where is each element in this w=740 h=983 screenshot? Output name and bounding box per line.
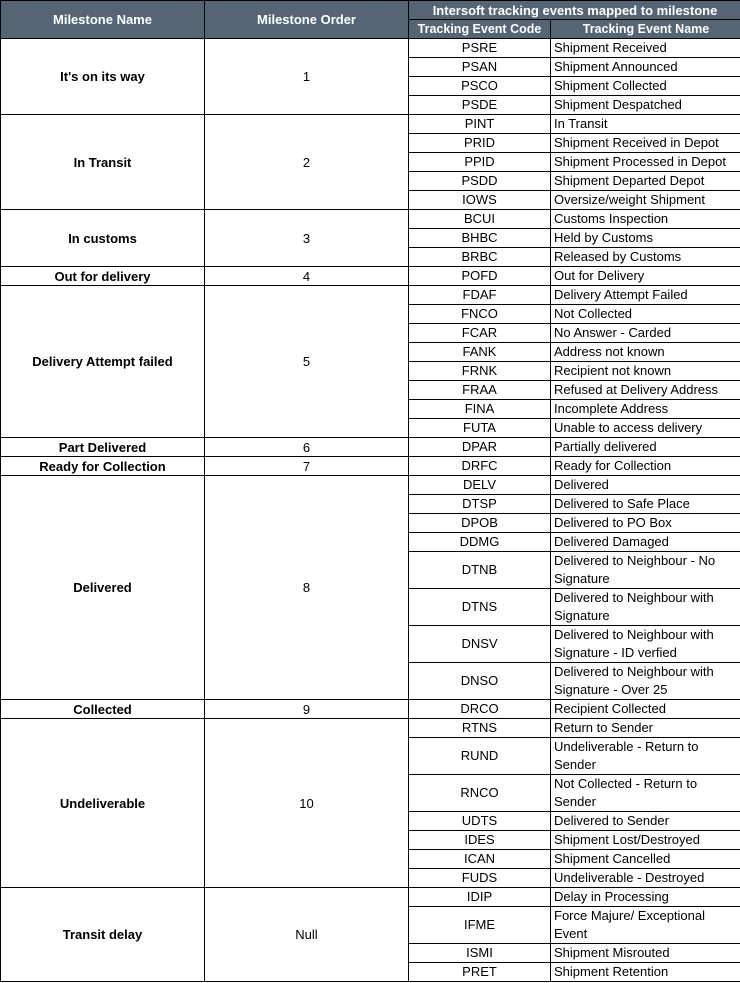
table-row (1, 39, 740, 58)
event-code-cell: IDES (409, 831, 551, 850)
event-code-cell: DRFC (409, 457, 551, 476)
event-code-cell: FNCO (409, 305, 551, 324)
milestone-order-cell: 8 (205, 476, 409, 700)
event-code-cell: FCAR (409, 324, 551, 343)
table-row (1, 438, 740, 457)
event-code-cell: PSRE (409, 39, 551, 58)
milestone-name-cell: Out for delivery (1, 267, 205, 286)
milestone-order-cell: Null (205, 888, 409, 982)
event-name-cell: Unable to access delivery (551, 419, 740, 438)
milestone-name-cell: Part Delivered (1, 438, 205, 457)
event-name-cell: Delivery Attempt Failed (551, 286, 740, 305)
event-name-cell: Delivered to Sender (551, 812, 740, 831)
event-code-cell: ICAN (409, 850, 551, 869)
event-name-cell: Delivered to Neighbour with Signature - ID verfied (551, 626, 740, 663)
milestone-name-cell: Transit delay (1, 888, 205, 982)
event-code-cell: DPAR (409, 438, 551, 457)
event-name-cell: Shipment Misrouted (551, 944, 740, 963)
event-code-cell: BRBC (409, 248, 551, 267)
event-code-cell: IOWS (409, 191, 551, 210)
milestone-order-cell: 5 (205, 286, 409, 438)
table-row (1, 476, 740, 495)
event-name-cell: Shipment Despatched (551, 96, 740, 115)
event-code-cell: POFD (409, 267, 551, 286)
event-name-cell: Shipment Received in Depot (551, 134, 740, 153)
milestone-order-cell: 9 (205, 700, 409, 719)
event-name-cell: Undeliverable - Destroyed (551, 869, 740, 888)
milestone-name-cell: Undeliverable (1, 719, 205, 888)
event-code-cell: FINA (409, 400, 551, 419)
event-name-cell: Oversize/weight Shipment (551, 191, 740, 210)
event-code-cell: RNCO (409, 775, 551, 812)
event-code-cell: RTNS (409, 719, 551, 738)
milestone-name-cell: In customs (1, 210, 205, 267)
event-name-cell: Released by Customs (551, 248, 740, 267)
milestone-order-cell: 1 (205, 39, 409, 115)
event-code-cell: PSDE (409, 96, 551, 115)
event-code-cell: PSAN (409, 58, 551, 77)
event-code-cell: PRET (409, 963, 551, 982)
event-code-cell: FANK (409, 343, 551, 362)
event-name-cell: Incomplete Address (551, 400, 740, 419)
event-name-cell: Refused at Delivery Address (551, 381, 740, 400)
event-name-cell: Shipment Processed in Depot (551, 153, 740, 172)
event-code-cell: FUTA (409, 419, 551, 438)
event-code-cell: PSCO (409, 77, 551, 96)
event-name-cell: Partially delivered (551, 438, 740, 457)
event-name-cell: Shipment Cancelled (551, 850, 740, 869)
event-name-cell: Shipment Collected (551, 77, 740, 96)
event-code-cell: PSDD (409, 172, 551, 191)
event-code-cell: FRNK (409, 362, 551, 381)
event-code-cell: ISMI (409, 944, 551, 963)
event-name-cell: Out for Delivery (551, 267, 740, 286)
event-name-cell: No Answer - Carded (551, 324, 740, 343)
event-code-cell: DRCO (409, 700, 551, 719)
event-code-cell: IDIP (409, 888, 551, 907)
event-code-cell: DELV (409, 476, 551, 495)
event-code-cell: BCUI (409, 210, 551, 229)
table-row (1, 888, 740, 907)
milestone-order-cell: 4 (205, 267, 409, 286)
milestone-order-cell: 7 (205, 457, 409, 476)
event-name-cell: Ready for Collection (551, 457, 740, 476)
header-milestone-name: Milestone Name (1, 1, 205, 39)
table-row (1, 719, 740, 738)
event-name-cell: Return to Sender (551, 719, 740, 738)
event-name-cell: Held by Customs (551, 229, 740, 248)
event-code-cell: DPOB (409, 514, 551, 533)
milestone-order-cell: 10 (205, 719, 409, 888)
milestone-order-cell: 2 (205, 115, 409, 210)
event-name-cell: Shipment Announced (551, 58, 740, 77)
table-row (1, 700, 740, 719)
event-code-cell: DTNB (409, 552, 551, 589)
event-code-cell: DTSP (409, 495, 551, 514)
event-code-cell: FDAF (409, 286, 551, 305)
event-name-cell: Delivered to Neighbour - No Signature (551, 552, 740, 589)
event-name-cell: Delivered to Neighbour with Signature (551, 589, 740, 626)
table-row (1, 457, 740, 476)
table-body (1, 39, 740, 982)
milestone-order-cell: 3 (205, 210, 409, 267)
table-row (1, 115, 740, 134)
milestone-name-cell: Collected (1, 700, 205, 719)
event-name-cell: In Transit (551, 115, 740, 134)
event-code-cell: DDMG (409, 533, 551, 552)
event-code-cell: DNSO (409, 663, 551, 700)
event-name-cell: Address not known (551, 343, 740, 362)
event-code-cell: PPID (409, 153, 551, 172)
header-event-name: Tracking Event Name (551, 20, 740, 39)
event-name-cell: Recipient not known (551, 362, 740, 381)
event-name-cell: Recipient Collected (551, 700, 740, 719)
event-code-cell: DTNS (409, 589, 551, 626)
header-tracking-events-group: Intersoft tracking events mapped to milestone (409, 1, 740, 20)
milestone-name-cell: It's on its way (1, 39, 205, 115)
event-name-cell: Delivered (551, 476, 740, 495)
event-name-cell: Delivered to Safe Place (551, 495, 740, 514)
event-code-cell: IFME (409, 907, 551, 944)
event-name-cell: Delivered to PO Box (551, 514, 740, 533)
table-row (1, 267, 740, 286)
header-milestone-order: Milestone Order (205, 1, 409, 39)
event-code-cell: RUND (409, 738, 551, 775)
event-name-cell: Shipment Lost/Destroyed (551, 831, 740, 850)
event-name-cell: Shipment Retention (551, 963, 740, 982)
event-code-cell: UDTS (409, 812, 551, 831)
event-code-cell: FUDS (409, 869, 551, 888)
milestone-name-cell: Ready for Collection (1, 457, 205, 476)
event-name-cell: Force Majure/ Exceptional Event (551, 907, 740, 944)
header-event-code: Tracking Event Code (409, 20, 551, 39)
event-name-cell: Shipment Received (551, 39, 740, 58)
event-name-cell: Undeliverable - Return to Sender (551, 738, 740, 775)
event-code-cell: PINT (409, 115, 551, 134)
event-code-cell: BHBC (409, 229, 551, 248)
event-name-cell: Delay in Processing (551, 888, 740, 907)
event-name-cell: Shipment Departed Depot (551, 172, 740, 191)
event-name-cell: Delivered Damaged (551, 533, 740, 552)
event-name-cell: Delivered to Neighbour with Signature - Over 25 (551, 663, 740, 700)
event-code-cell: FRAA (409, 381, 551, 400)
event-name-cell: Customs Inspection (551, 210, 740, 229)
event-code-cell: DNSV (409, 626, 551, 663)
table-row (1, 210, 740, 229)
milestone-order-cell: 6 (205, 438, 409, 457)
milestone-name-cell: In Transit (1, 115, 205, 210)
table-row (1, 286, 740, 305)
milestone-name-cell: Delivered (1, 476, 205, 700)
event-name-cell: Not Collected (551, 305, 740, 324)
event-code-cell: PRID (409, 134, 551, 153)
milestone-name-cell: Delivery Attempt failed (1, 286, 205, 438)
event-name-cell: Not Collected - Return to Sender (551, 775, 740, 812)
